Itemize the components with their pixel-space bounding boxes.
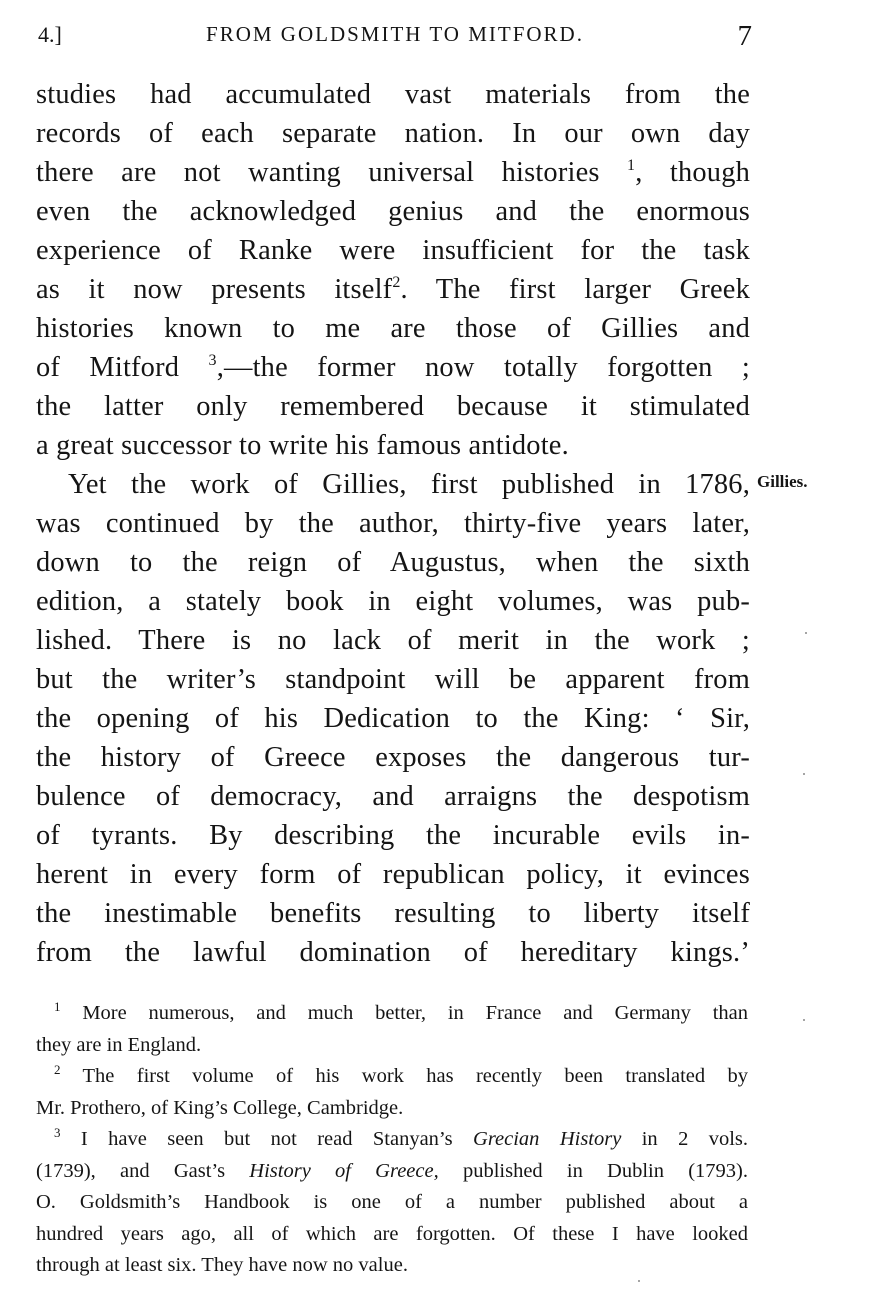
text-line: studies had accumulated vast materials from the [36, 79, 750, 110]
text-line: edition, a stately book in eight volumes, was pub- [36, 586, 750, 617]
text-line: of tyrants. By describing the incurable evils in- [36, 820, 750, 851]
text-line: lished. There is no lack of merit in the work ; [36, 625, 750, 656]
footnote-line: through at least six. They have now no value. [36, 1254, 408, 1276]
text-line: but the writer’s standpoint will be apparent from [36, 664, 750, 695]
footnote-line: $^3$ I have seen but not read Stanyan’s Grecian History in 2 vols. [54, 1125, 749, 1150]
footnote-ref: 2 [392, 274, 401, 291]
footnotes [36, 998, 748, 1282]
section-marker: 4.] [38, 22, 62, 47]
text-line: the history of Greece exposes the dangerous tur- [36, 742, 750, 773]
running-header [38, 20, 752, 54]
footnote-line: O. Goldsmith’s Handbook is one of a number published about a [36, 1191, 748, 1213]
text-line: from the lawful domination of hereditary kings.’ [36, 937, 750, 968]
text-line: experience of Ranke were insufficient for the task [36, 235, 750, 266]
page-number: 7 [737, 20, 752, 52]
text-line: the opening of his Dedication to the King: ‘ Sir, [36, 703, 750, 734]
footnote-line: hundred years ago, all of which are forgotten. Of these I have looked [36, 1222, 748, 1245]
running-title: FROM GOLDSMITH TO MITFORD. [206, 22, 584, 46]
footnote-ref: 3 [208, 352, 217, 369]
footnote-marker: 2 [54, 1062, 61, 1077]
footnote-line: Mr. Prothero, of King’s College, Cambridge. [36, 1096, 404, 1119]
footnote-1 [36, 998, 748, 1061]
text-line: herent in every form of republican policy, it evinces [36, 859, 750, 890]
footnote-line: (1739), and Gast’s History of Greece, published in Dublin (1793). [36, 1159, 748, 1182]
footnote-line: $^2$ The first volume of his work has recently been translated by [54, 1062, 748, 1087]
text-line: of Mitford $^3$,—the former now totally forgotten ; [36, 352, 750, 383]
text-line: down to the reign of Augustus, when the sixth [36, 547, 750, 578]
text-line: the inestimable benefits resulting to liberty itself [36, 898, 750, 929]
scan-speck [803, 1019, 805, 1021]
scan-speck [803, 773, 805, 775]
book-title: History of Greece, [249, 1159, 439, 1182]
text-line: there are not wanting universal histories $^1$, though [36, 157, 750, 188]
text-line: the latter only remembered because it stimulated [36, 391, 750, 422]
footnote-marker: 3 [54, 1125, 61, 1140]
scan-speck [638, 1280, 640, 1282]
text-line: bulence of democracy, and arraigns the despotism [36, 781, 750, 812]
footnote-marker: 1 [54, 999, 61, 1014]
footnote-3 [36, 1124, 748, 1282]
footnote-line: $^1$ More numerous, and much better, in France and Germany than [54, 999, 748, 1024]
book-title: Grecian History [473, 1128, 622, 1150]
text-line: as it now presents itself$^2$. The first larger Greek [36, 274, 750, 305]
footnote-2 [36, 1061, 748, 1124]
text-line: was continued by the author, thirty-five years later, [36, 508, 750, 539]
text-line: Yet the work of Gillies, first published in 1786, [68, 469, 750, 500]
footnote-ref: 1 [627, 157, 636, 174]
margin-note: Gillies. [757, 472, 808, 491]
main-text [36, 75, 750, 972]
footnote-line: they are in England. [36, 1033, 202, 1056]
text-line: records of each separate nation. In our own day [36, 118, 750, 149]
text-line: a great successor to write his famous antidote. [36, 430, 569, 461]
scan-speck [805, 632, 807, 634]
text-line: histories known to me are those of Gillies and [36, 313, 750, 344]
text-line: even the acknowledged genius and the enormous [36, 196, 750, 227]
